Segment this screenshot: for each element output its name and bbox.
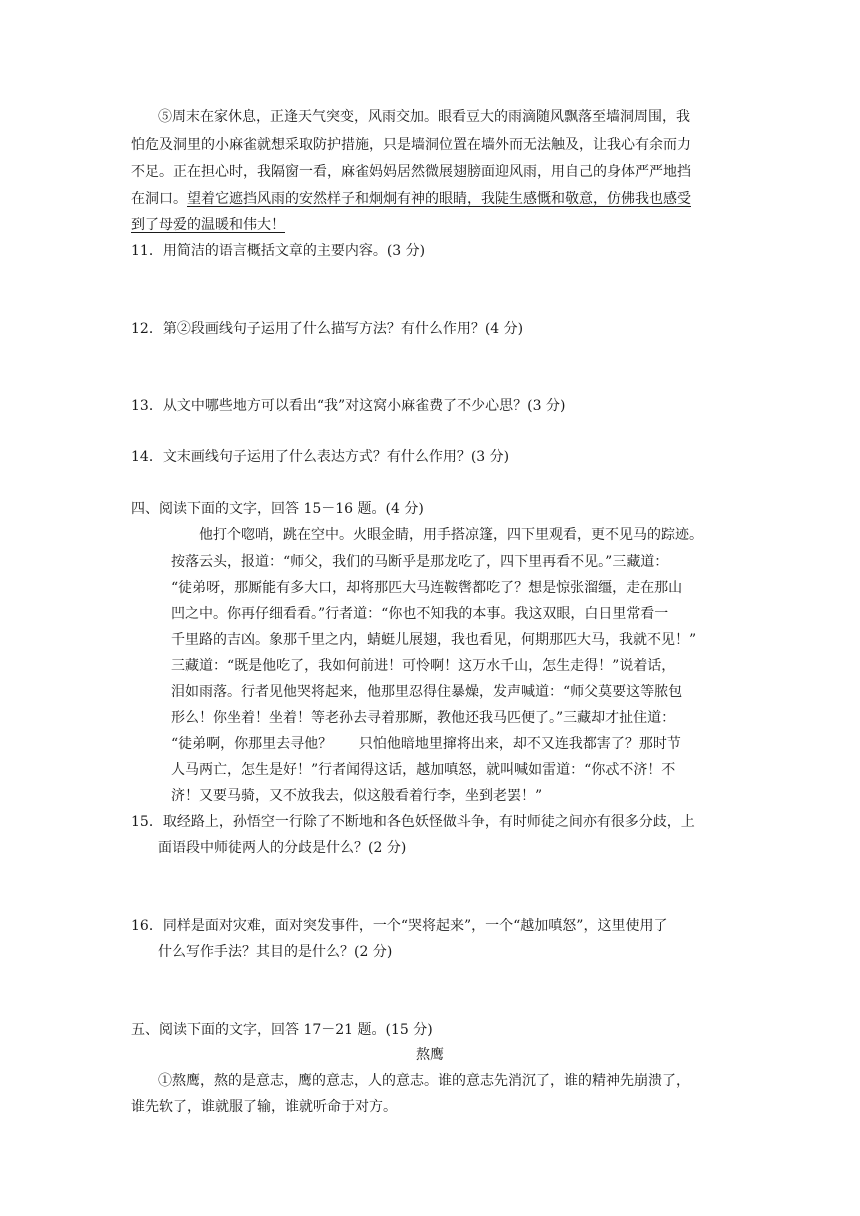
- question-16-cont: 什么写作手法？其目的是什么？(2 分): [158, 944, 393, 960]
- passage-line: ①熬鹰，熬的是意志，鹰的意志，人的意志。谁的意志先消沉了，谁的精神先崩溃了，: [158, 1073, 690, 1089]
- passage-line: 济！又要马骑，又不放我去，似这般看着行李，坐到老罢！”: [171, 788, 543, 804]
- article-title: 熬鹰: [416, 1047, 444, 1063]
- passage-line: “徒弟呀，那厮能有多大口，却将那匹大马连鞍辔都吃了？想是惊张溜缰，走在那山: [171, 580, 683, 596]
- underlined-sentence: 望着它遮挡风雨的安然样子和炯炯有神的眼睛，我陡生感慨和敬意，仿佛我也感受: [187, 191, 691, 207]
- passage-line: 怕危及洞里的小麻雀就想采取防护措施，只是墙洞位置在墙外而无法触及，让我心有余而力: [131, 137, 691, 153]
- passage-line: [131, 188, 691, 212]
- question-16: 16．同样是面对灾难，面对突发事件，一个“哭将起来”，一个“越加嗔怒”，这里使用了: [131, 918, 668, 934]
- passage-line: 形么！你坐着！坐着！等老孙去寻着那厮，教他还我马匹便了。”三藏却才扯住道：: [171, 710, 676, 726]
- question-15-cont: 面语段中师徒两人的分歧是什么？(2 分): [158, 840, 407, 856]
- passage-line: ⑤周末在家休息，正逢天气突变，风雨交加。眼看豆大的雨滴随风飘落至墙洞周围，我: [158, 109, 690, 125]
- question-13: 13．从文中哪些地方可以看出“我”对这窝小麻雀费了不少心思？(3 分): [131, 398, 566, 414]
- passage-line: 他打个唿哨，跳在空中。火眼金睛，用手搭凉篷，四下里观看，更不见马的踪迹。: [199, 527, 703, 543]
- passage-line: 泪如雨落。行者见他哭将起来，他那里忍得住暴燥，发声喊道：“师父莫要这等脓包: [171, 684, 683, 700]
- passage-line: 凹之中。你再仔细看看。”行者道：“你也不知我的本事。我这双眼，白日里常看一: [171, 606, 669, 622]
- passage-line: 按落云头，报道：“师父，我们的马断乎是那龙吃了，四下里再看不见。”三藏道：: [171, 554, 669, 570]
- question-14: 14．文末画线句子运用了什么表达方式？有什么作用？(3 分): [131, 449, 510, 465]
- section-5-heading: 五、阅读下面的文字，回答 17－21 题。(15 分): [131, 1022, 433, 1038]
- question-15: 15．取经路上，孙悟空一行除了不断地和各色妖怪做斗争，有时师徒之间亦有很多分歧，上: [131, 814, 695, 830]
- question-11: 11．用简洁的语言概括文章的主要内容。(3 分): [131, 243, 426, 259]
- passage-line: 人马两亡，怎生是好！”行者闻得这话，越加嗔怒，就叫喊如雷道：“你忒不济！不: [171, 762, 676, 778]
- passage-line: “徒弟啊，你那里去寻他？ 只怕他暗地里撺将出来，却不又连我都害了？那时节: [171, 736, 681, 752]
- question-12: 12．第②段画线句子运用了什么描写方法？有什么作用？(4 分): [131, 321, 524, 337]
- underlined-sentence: 到了母爱的温暖和伟大！: [131, 217, 285, 233]
- passage-line: 三藏道：“既是他吃了，我如何前进！可怜啊！这万水千山，怎生走得！”说着话，: [171, 658, 676, 674]
- passage-line: 千里路的吉凶。象那千里之内，蜻蜓儿展翅，我也看见，何期那匹大马，我就不见！”: [171, 632, 697, 648]
- section-4-heading: 四、阅读下面的文字，回答 15－16 题。(4 分): [131, 501, 424, 517]
- passage-line: 谁先软了，谁就服了输，谁就听命于对方。: [131, 1099, 397, 1115]
- passage-line: 不足。正在担心时，我隔窗一看，麻雀妈妈居然微展翅膀面迎风雨，用自己的身体严严地挡: [131, 164, 691, 180]
- passage-text: 在洞口。: [131, 191, 187, 207]
